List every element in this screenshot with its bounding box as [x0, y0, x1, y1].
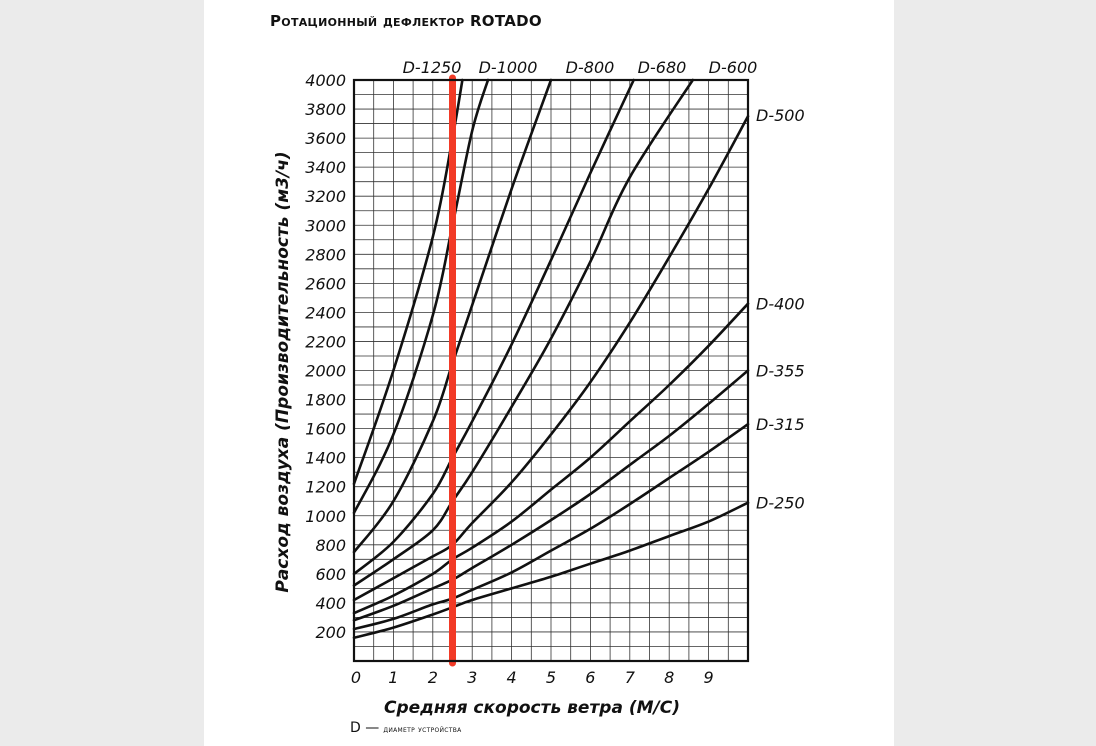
y-tick-label: 200 [315, 622, 346, 642]
footnote-symbol: D — [350, 720, 380, 736]
footnote [350, 720, 462, 736]
y-tick-label: 400 [315, 593, 346, 613]
y-tick-label: 600 [315, 564, 346, 584]
series-label-d-355: D-355 [756, 361, 805, 381]
y-tick-label: 3800 [305, 100, 346, 120]
series-label-d-800: D-800 [565, 58, 615, 77]
x-axis-label: Средняя скорость ветра (М/С) [384, 698, 680, 718]
chart-grid [354, 80, 748, 661]
y-tick-label: 3600 [305, 129, 346, 149]
x-tick-label: 6 [585, 668, 596, 687]
y-tick-label: 1800 [305, 390, 346, 410]
y-tick-label: 2200 [305, 332, 346, 352]
series-line-d-1250 [354, 80, 462, 484]
series-label-d-250: D-250 [756, 493, 805, 513]
x-tick-label: 0 [350, 668, 362, 687]
x-tick-label: 8 [664, 668, 675, 687]
y-axis-ticks [305, 71, 346, 642]
y-tick-label: 1200 [305, 477, 346, 497]
series-label-d-1000: D-1000 [478, 58, 538, 77]
y-tick-label: 2800 [305, 245, 346, 265]
series-label-d-400: D-400 [756, 294, 805, 314]
series-label-d-1250: D-1250 [402, 58, 462, 77]
y-tick-label: 800 [315, 535, 346, 555]
x-tick-label: 9 [703, 668, 714, 687]
x-axis-ticks [351, 668, 714, 687]
series-label-d-500: D-500 [756, 106, 805, 125]
x-tick-label: 2 [427, 668, 438, 687]
series-label-d-600: D-600 [708, 58, 758, 77]
y-tick-label: 2400 [305, 303, 346, 323]
x-tick-label: 1 [388, 668, 399, 687]
x-tick-label: 7 [624, 668, 635, 687]
y-tick-label: 3000 [305, 216, 346, 236]
y-tick-label: 3400 [305, 158, 346, 178]
series-label-d-315: D-315 [756, 415, 805, 435]
y-tick-label: 2600 [305, 274, 346, 294]
y-axis-label: Расход воздуха (Производительность (м3/ч) [273, 151, 293, 593]
y-tick-label: 1000 [305, 506, 346, 526]
y-tick-label: 4000 [305, 71, 346, 90]
chart-title: Ротационный дефлектор ROTADO [270, 12, 542, 30]
y-tick-label: 1600 [305, 419, 346, 439]
y-tick-label: 2000 [305, 361, 346, 381]
y-tick-label: 3200 [305, 187, 346, 207]
series-label-d-680: D-680 [637, 58, 687, 77]
x-tick-label: 4 [506, 668, 517, 687]
x-tick-label: 5 [545, 668, 557, 687]
x-tick-label: 3 [467, 668, 478, 687]
footnote-text: диаметр устройства [383, 725, 462, 735]
y-tick-label: 1400 [305, 448, 346, 468]
